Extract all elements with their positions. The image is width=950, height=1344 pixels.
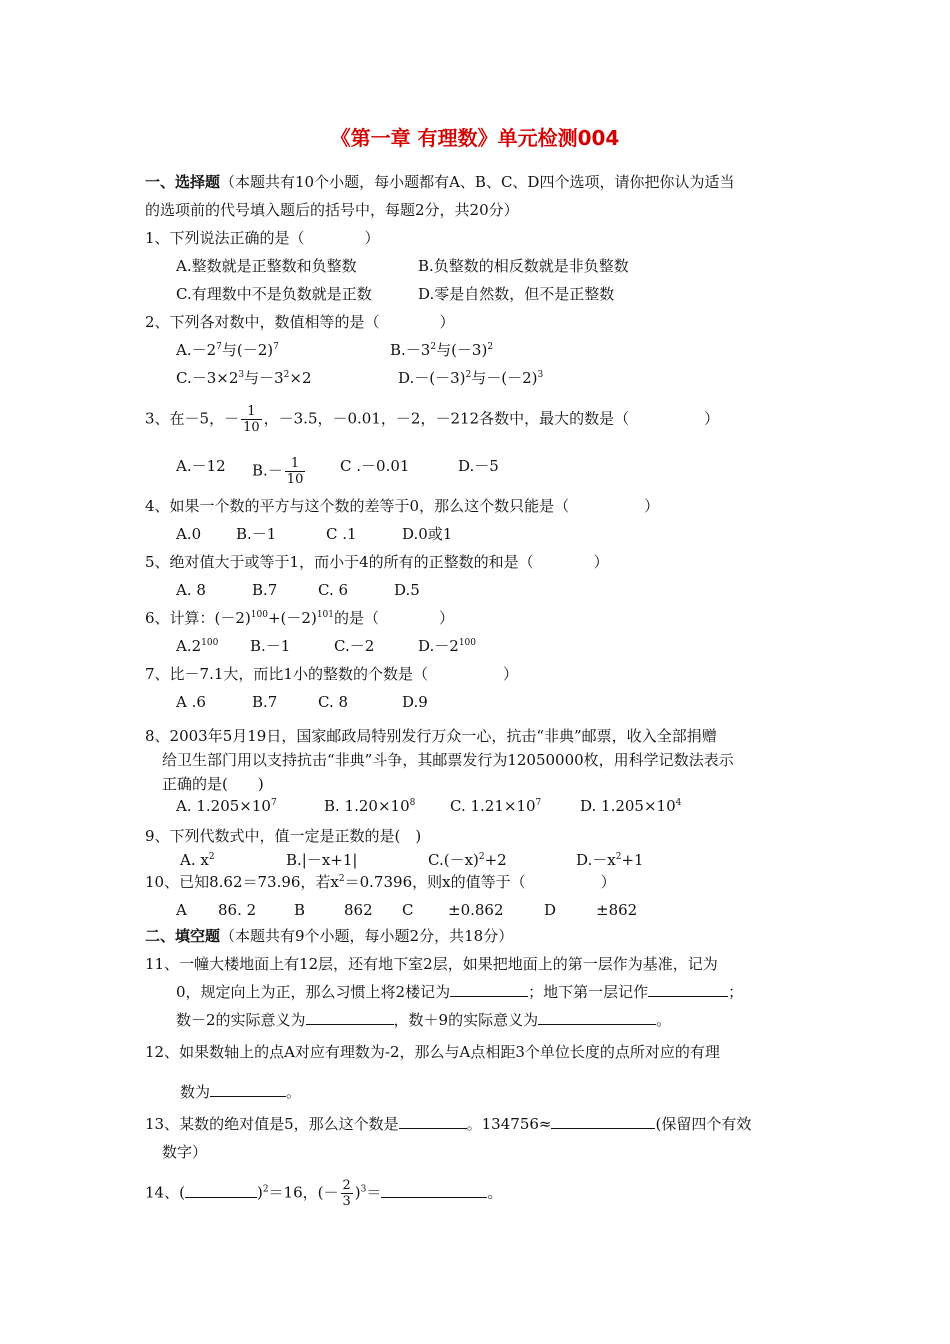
q10-option-c-label: C <box>402 901 414 919</box>
section1-heading: 一、选择题 <box>145 173 221 191</box>
q5-option-d: D.5 <box>394 581 420 599</box>
q8-option-b: B. $1.20\times 10^8$ <box>324 797 416 815</box>
q14-blank-1[interactable] <box>185 1183 257 1198</box>
q11-line2: 0，规定向上为正，那么习惯上将2楼记为 ；地下第一层记作 ； <box>176 983 744 1001</box>
section1-intro-cont: 的选项前的代号填入题后的括号中，每题2分，共20分） <box>145 201 519 219</box>
q4-option-b: B.－1 <box>236 525 277 543</box>
q9-option-b: B.|－x+1| <box>286 851 358 869</box>
q7-option-c: C. 8 <box>318 693 349 711</box>
q5-option-a: A. 8 <box>176 581 206 599</box>
q13-blank-2[interactable] <box>551 1114 655 1129</box>
q10-option-d-label: D <box>544 901 557 919</box>
q4-option-a: A.0 <box>176 525 202 543</box>
q7-option-b: B.7 <box>252 693 278 711</box>
q2-option-b: $B.-3^2$与$(-3)^2$ <box>390 341 494 359</box>
q1-option-d: D.零是自然数，但不是正整数 <box>418 285 615 303</box>
q10-stem: 10、已知8.62＝73.96，若$x^2=0.7396$，则x的值等于（ ） <box>145 873 616 891</box>
section2-heading: 二、填空题 <box>145 927 221 945</box>
q10-option-b-label: B <box>294 901 306 919</box>
q4-option-c: C .1 <box>326 525 357 543</box>
q8-option-a: A. $1.205\times 10^7$ <box>176 797 277 815</box>
q4-option-d: D.0或1 <box>402 525 453 543</box>
q10-option-a-label: A <box>176 901 187 919</box>
q8-option-c: C. $1.21\times 10^7$ <box>450 797 542 815</box>
q2-option-d: $D.-(-3)^2$与$-(-2)^3$ <box>398 369 544 387</box>
q12-line1: 12、如果数轴上的点A对应有理数为-2，那么与A点相距3个单位长度的点所对应的有理 <box>145 1043 720 1061</box>
q4-stem: 4、如果一个数的平方与这个数的差等于0，那么这个数只能是（ ） <box>145 497 660 515</box>
q7-option-d: D.9 <box>402 693 428 711</box>
q13-blank-1[interactable] <box>399 1114 467 1129</box>
q14-line: 14、( )$^2$＝16，(－ $\frac{2}{3}$ )$^3$＝ 。 <box>145 1178 503 1209</box>
q1-option-b: B.负整数的相反数就是非负整数 <box>418 257 629 275</box>
q11-blank-2[interactable] <box>648 982 728 997</box>
q8-stem-line3: 正确的是( ) <box>162 775 264 793</box>
q1-option-a: A.整数就是正整数和负整数 <box>176 257 357 275</box>
q14-fraction: $\frac{2}{3}$ <box>342 1178 351 1209</box>
q2-stem: 2、下列各对数中，数值相等的是（ ） <box>145 313 455 331</box>
q13-line2: 数字） <box>162 1143 208 1161</box>
q11-blank-1[interactable] <box>450 982 528 997</box>
q1-option-c: C.有理数中不是负数就是正数 <box>176 285 372 303</box>
q9-option-d: $D.-x^2+1$ <box>576 851 644 869</box>
q1-stem: 1、下列说法正确的是（ ） <box>145 229 380 247</box>
q11-blank-4[interactable] <box>538 1010 656 1025</box>
q6-option-a: $A.2^{100}$ <box>176 637 219 655</box>
q11-line3: 数－2的实际意义为 ，数＋9的实际意义为 。 <box>176 1011 672 1029</box>
q11-blank-3[interactable] <box>306 1010 394 1025</box>
q8-stem-line1: 8、2003年5月19日，国家邮政局特别发行万众一心，抗击“非典”邮票，收入全部捐赠 <box>145 727 717 745</box>
section2-intro: 二、填空题（本题共有9个小题，每小题2分，共18分） <box>145 927 514 945</box>
q10-option-c-value: ±0.862 <box>448 901 504 919</box>
q2-option-c: $C.-3\times 2^3$与$-3^2\times 2$ <box>176 369 312 387</box>
q7-option-a: A .6 <box>176 693 206 711</box>
q5-stem: 5、绝对值大于或等于1，而小于4的所有的正整数的和是（ ） <box>145 553 609 571</box>
q9-option-a: A. $x^2$ <box>180 851 215 869</box>
q7-stem: 7、比－7.1大，而比1小的整数的个数是（ ） <box>145 665 518 683</box>
q11-line1: 11、一幢大楼地面上有12层，还有地下室2层，如果把地面上的第一层作为基准，记为 <box>145 955 718 973</box>
q6-option-d: $D.-2^{100}$ <box>418 637 476 655</box>
q14-blank-2[interactable] <box>381 1183 487 1198</box>
q10-option-d-value: ±862 <box>596 901 638 919</box>
q8-option-d: D. $1.205\times 10^4$ <box>580 797 682 815</box>
q13-line1: 13、某数的绝对值是5，那么这个数是 。134756≈ (保留四个有效 <box>145 1115 752 1133</box>
q9-stem: 9、下列代数式中，值一定是正数的是( ) <box>145 827 422 845</box>
q10-option-a-value: 86. 2 <box>218 901 257 919</box>
q3-option-b: B.－ $\frac{1}{10}$ <box>252 456 304 487</box>
q3-stem: 3、在－5，－ $\frac{1}{10}$ ，－3.5，－0.01，－2，－212各数中，最大的数是（ ） <box>145 404 720 435</box>
q8-stem-line2: 给卫生部门用以支持抗击“非典”斗争，其邮票发行为12050000枚，用科学记数法表示 <box>162 751 734 769</box>
q12-blank[interactable] <box>210 1082 286 1097</box>
q5-option-c: C. 6 <box>318 581 349 599</box>
page-title: 《第一章 有理数》单元检测004 <box>330 126 620 150</box>
q12-line2: 数为 。 <box>180 1083 302 1101</box>
q3-option-a: A.－12 <box>176 457 226 475</box>
q3-option-c: C .－0.01 <box>340 457 410 475</box>
section1-intro: 一、选择题（本题共有10个小题，每小题都有A、B、C、D四个选项，请你把你认为适当 <box>145 173 735 191</box>
q3-option-d: D.－5 <box>458 457 499 475</box>
q6-option-c: C.－2 <box>334 637 375 655</box>
q6-option-b: B.－1 <box>250 637 291 655</box>
q9-option-c: $C.(-x)^2+2$ <box>428 851 507 869</box>
q3-fraction: $\frac{1}{10}$ <box>243 404 260 435</box>
q5-option-b: B.7 <box>252 581 278 599</box>
q2-option-a: $A.-2^7$与$(-2)^7$ <box>176 341 279 359</box>
q10-option-b-value: 862 <box>344 901 373 919</box>
q6-stem: 6、计算：$(-2)^{100}+(-2)^{101}$的是（ ） <box>145 609 455 627</box>
